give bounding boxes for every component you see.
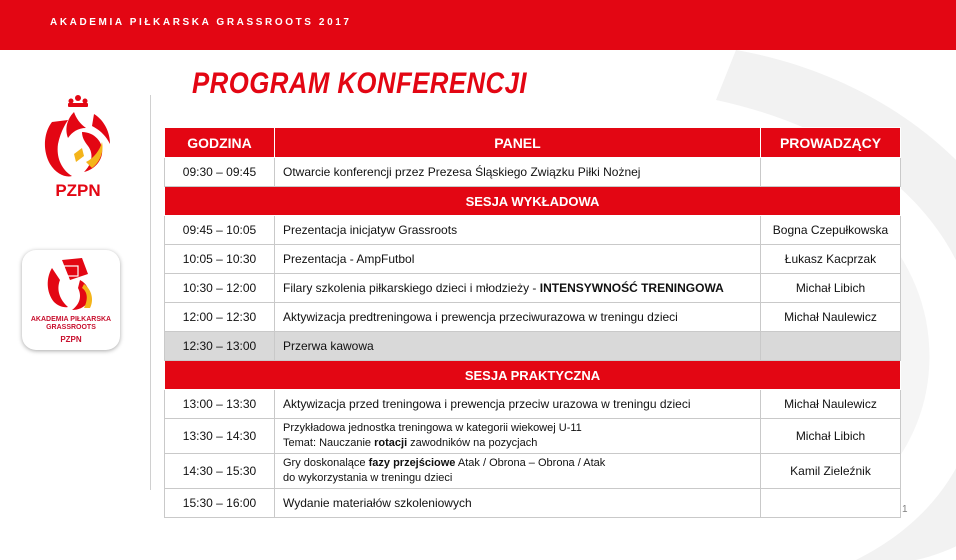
row-panel-line2: do wykorzystania w treningu dzieci <box>283 472 453 484</box>
table-header-row <box>165 128 901 158</box>
break-row <box>165 332 901 361</box>
session-label: SESJA PRAKTYCZNA <box>165 361 901 390</box>
row-time: 10:05 – 10:30 <box>165 245 275 274</box>
row-panel <box>275 274 761 303</box>
top-banner <box>0 0 956 50</box>
row-lead: Bogna Czepułkowska <box>761 216 901 245</box>
session-row <box>165 361 901 390</box>
row-lead: Michał Naulewicz <box>761 390 901 419</box>
row-lead: Michał Naulewicz <box>761 303 901 332</box>
row-time: 14:30 – 15:30 <box>165 454 275 489</box>
row-time: 12:30 – 13:00 <box>165 332 275 361</box>
app-tile-line3: PZPN <box>60 335 82 344</box>
row-panel-line2-bold: rotacji <box>374 437 408 449</box>
vertical-divider <box>150 95 151 490</box>
pzpn-label: PZPN <box>55 181 101 200</box>
row-panel: Wydanie materiałów szkoleniowych <box>275 489 761 518</box>
row-panel-line1-a: Gry doskonalące <box>283 457 369 469</box>
page-number: 1 <box>902 504 908 515</box>
conference-program-table <box>164 127 901 518</box>
row-lead: Kamil Zieleźnik <box>761 454 901 489</box>
row-panel-line1-c: Atak / Obrona – Obrona / Atak <box>455 457 606 469</box>
table-row <box>165 245 901 274</box>
row-time: 10:30 – 12:00 <box>165 274 275 303</box>
pzpn-eagle-logo-icon <box>38 92 118 207</box>
session-label: SESJA WYKŁADOWA <box>165 187 901 216</box>
row-panel-line2-a: Temat: Nauczanie <box>283 437 375 449</box>
row-lead <box>761 332 901 361</box>
page-title: PROGRAM KONFERENCJI <box>192 67 527 100</box>
row-time: 13:30 – 14:30 <box>165 419 275 454</box>
table-row <box>165 390 901 419</box>
row-lead: Łukasz Kacprzak <box>761 245 901 274</box>
table-row <box>165 274 901 303</box>
row-panel: Przerwa kawowa <box>275 332 761 361</box>
header-time: GODZINA <box>165 128 275 158</box>
row-time: 13:00 – 13:30 <box>165 390 275 419</box>
row-time: 09:30 – 09:45 <box>165 158 275 187</box>
row-time: 09:45 – 10:05 <box>165 216 275 245</box>
pzpn-logo <box>38 92 118 207</box>
row-panel: Prezentacja - AmpFutbol <box>275 245 761 274</box>
row-panel-line1: Przykładowa jednostka treningowa w kategorii wiekowej U-11 <box>283 422 582 434</box>
table-row <box>165 454 901 489</box>
table-row <box>165 158 901 187</box>
header-lead: PROWADZĄCY <box>761 128 901 158</box>
row-time: 15:30 – 16:00 <box>165 489 275 518</box>
row-panel: Otwarcie konferencji przez Prezesa Śląskiego Związku Piłki Nożnej <box>275 158 761 187</box>
session-row <box>165 187 901 216</box>
row-lead: Michał Libich <box>761 419 901 454</box>
table-row <box>165 303 901 332</box>
row-panel-text: Filary szkolenia piłkarskiego dzieci i młodzieży - <box>283 281 540 295</box>
row-panel: Prezentacja inicjatyw Grassroots <box>275 216 761 245</box>
row-lead <box>761 489 901 518</box>
banner-title: AKADEMIA PIŁKARSKA GRASSROOTS 2017 <box>50 17 352 28</box>
app-tile-line2: GRASSROOTS <box>46 324 96 331</box>
row-panel: Aktywizacja predtreningowa i prewencja przeciwurazowa w treningu dzieci <box>275 303 761 332</box>
table-row <box>165 419 901 454</box>
row-time: 12:00 – 12:30 <box>165 303 275 332</box>
row-panel-bold: INTENSYWNOŚĆ TRENINGOWA <box>539 281 724 295</box>
table-row <box>165 489 901 518</box>
grassroots-app-icon <box>22 250 120 316</box>
row-lead <box>761 158 901 187</box>
row-panel-line1 <box>283 456 752 471</box>
grassroots-app-tile <box>22 250 120 350</box>
header-panel: PANEL <box>275 128 761 158</box>
row-panel-line1-bold: fazy przejściowe <box>368 457 456 469</box>
row-lead: Michał Libich <box>761 274 901 303</box>
row-panel-line2 <box>283 436 752 451</box>
table-row <box>165 216 901 245</box>
row-panel <box>275 419 761 454</box>
row-panel: Aktywizacja przed treningowa i prewencja przeciw urazowa w treningu dzieci <box>275 390 761 419</box>
row-panel-line2-c: zawodników na pozycjach <box>407 437 538 449</box>
app-tile-line1: AKADEMIA PIŁKARSKA <box>30 316 112 323</box>
row-panel <box>275 454 761 489</box>
